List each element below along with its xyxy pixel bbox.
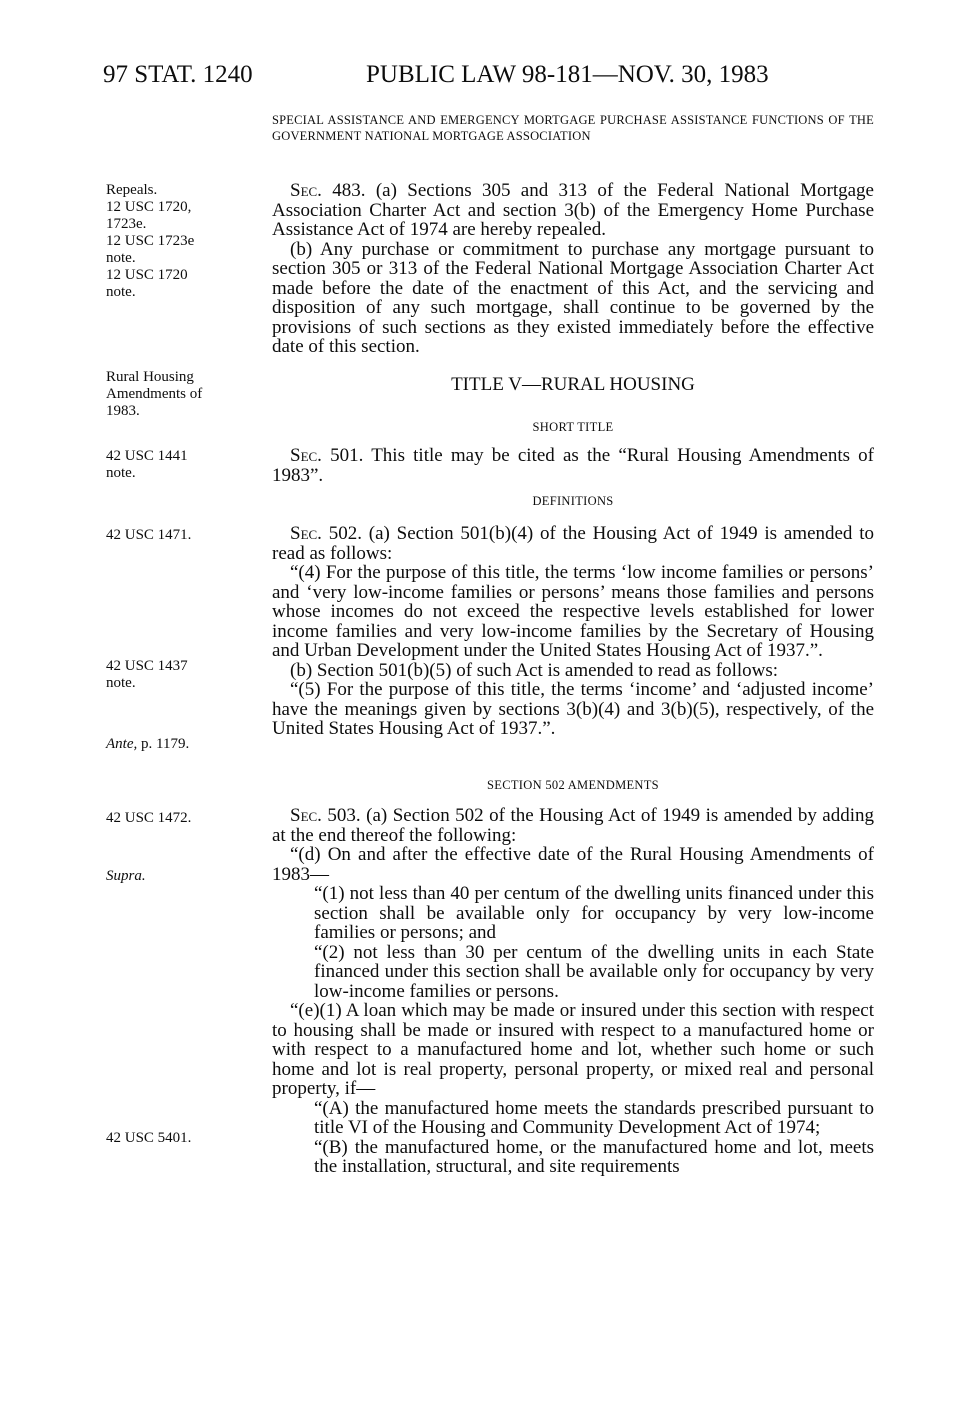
sec503-e1: “(e)(1) A loan which may be made or insured under this section with respect to housing shall be made or insured with respect to a manufactured home or with respect to a manufactured home and lot, whether such home or such home and lot is real property, personal property, or mixed real and personal property, if— — [272, 1000, 874, 1099]
sec483-b: (b) Any purchase or commitment to purchase any mortgage pursuant to section 305 or 313 of the Federal National Mortgage Association Charter Act made before the date of the enactment of this Act, and the servicing and disposition of any such mortgage, shall continue to be governed by the provisions of such sections as they existed immediately before the effective date of this section. — [272, 238, 874, 357]
sec502-b5: “(5) For the purpose of this title, the terms ‘income’ and ‘adjusted income’ have the meanings given by sections 3(b)(4) and 3(b)(5), respectively, of the United States Housing Act of 1937.”. — [272, 679, 874, 739]
section-503 — [272, 806, 874, 1177]
special-assistance-heading-block — [272, 112, 874, 144]
margin-note-supra: Supra. — [106, 868, 146, 884]
section-502-amendments-heading: SECTION 502 AMENDMENTS — [487, 778, 659, 792]
sec502-a: Sec. 502. (a) Section 501(b)(4) of the Housing Act of 1949 is amended to read as follows: — [272, 523, 875, 564]
sec503-d2: “(2) not less than 30 per centum of the dwelling units in each State financed under this section shall be available only for occupancy by very low-income families or persons. — [314, 941, 874, 1002]
margin-note-ante: Ante, p. 1179. — [106, 736, 190, 752]
section-502 — [272, 524, 874, 739]
sec483-a: Sec. 483. (a) Sections 305 and 313 of the Federal National Mortgage Association Charter Act and section 3(b) of the Emergency Home Purchase Assistance Act of 1974 are hereby repealed. — [272, 180, 874, 240]
section-483 — [272, 181, 874, 357]
short-title-heading: SHORT TITLE — [532, 420, 614, 434]
margin-note-42usc1441: 42 USC 1441 note. — [106, 448, 188, 481]
margin-note-42usc1472: 42 USC 1472. — [106, 810, 192, 826]
definitions-heading: DEFINITIONS — [532, 494, 614, 508]
sec503-d: “(d) On and after the effective date of the Rural Housing Amendments of 1983— — [272, 844, 874, 885]
title-v-heading: TITLE V—RURAL HOUSING — [451, 374, 695, 395]
sec503-d1: “(1) not less than 40 per centum of the dwelling units financed under this section shall be available only for occupancy by very low-income families or persons; and — [314, 883, 874, 943]
margin-note-rural-housing: Rural Housing Amendments of 1983. — [106, 369, 203, 419]
section-501 — [272, 446, 874, 485]
stat-page-number: 97 STAT. 1240 — [103, 61, 253, 88]
margin-note-42usc5401: 42 USC 5401. — [106, 1130, 192, 1146]
sec501: Sec. 501. This title may be cited as the “Rural Housing Amendments of 1983”. — [272, 445, 874, 486]
sec502-a4: “(4) For the purpose of this title, the terms ‘low income families or persons’ and ‘very low-income families or persons’ means those families and persons whose incomes do not exceed the respective levels established for lower income families and very low-income families by the Secretary of Housing and Urban Development under the United States Housing Act of 1937.”. — [272, 562, 874, 661]
special-assistance-heading: SPECIAL ASSISTANCE AND EMERGENCY MORTGAGE PURCHASE ASSISTANCE FUNCTIONS OF THE GOVERNMENT NATIONAL MORTGAGE ASSOCIATION — [272, 113, 874, 143]
sec503-eB: “(B) the manufactured home, or the manufactured home and lot, meets the installation, structural, and site requirements — [314, 1136, 874, 1177]
public-law-title: PUBLIC LAW 98-181—NOV. 30, 1983 — [366, 61, 769, 88]
sec503-eA: “(A) the manufactured home meets the standards prescribed pursuant to title VI of the Housing and Community Development Act of 1974; — [314, 1097, 874, 1138]
margin-note-42usc1437: 42 USC 1437 note. — [106, 658, 188, 691]
margin-note-repeals: Repeals. 12 USC 1720, 1723e. 12 USC 1723e note. 12 USC 1720 note. — [106, 182, 195, 300]
sec503-a: Sec. 503. (a) Section 502 of the Housing Act of 1949 is amended by adding at the end thereof the following: — [272, 805, 875, 846]
margin-note-42usc1471: 42 USC 1471. — [106, 527, 192, 543]
sec502-b: (b) Section 501(b)(5) of such Act is amended to read as follows: — [290, 659, 779, 681]
